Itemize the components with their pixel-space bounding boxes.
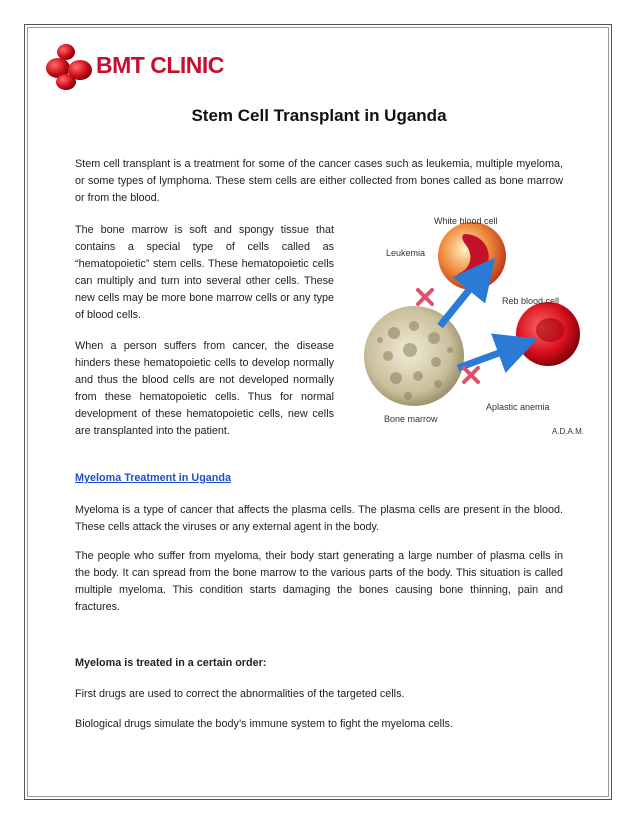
intro-paragraph: Stem cell transplant is a treatment for some of the cancer cases such as leukemia, multiple myeloma, or some types of lymphoma. These stem cells are either collected from bones called as bone marrow or from the blood. bbox=[75, 158, 563, 204]
logo-text: BMT CLINIC bbox=[96, 52, 224, 78]
red-cell-label: Reb blood cell bbox=[502, 296, 560, 306]
arrow-to-red-cell-icon bbox=[458, 346, 518, 368]
people-paragraph: The people who suffer from myeloma, their body start generating a large number of plasma cells in the body. It can spread from the bone marrow to the various parts of the body. This situation is called multiple myeloma. This condition starts damaging the bones causing bone thinning, pain and fractures. bbox=[75, 550, 563, 613]
white-cell-label: White blood cell bbox=[434, 216, 498, 226]
myeloma-paragraph: Myeloma is a type of cancer that affects the plasma cells. The plasma cells are present in the blood. These cells attack the viruses or any external agent in the body. bbox=[75, 504, 563, 533]
adam-brand: A.D.A.M. bbox=[552, 427, 585, 436]
cancer-paragraph: When a person suffers from cancer, the disease hinders these hematopoietic cells to develop normally and thus the blood cells are not developed normally from these hematopoietic cells. Thus for normal development of these hematopoietic cells, new cells are transplanted into the patient. bbox=[75, 340, 334, 437]
cross-aplastic-icon bbox=[464, 368, 478, 382]
aplastic-label: Aplastic anemia bbox=[486, 402, 550, 412]
stem-cell-diagram bbox=[352, 208, 602, 448]
leukemia-label: Leukemia bbox=[386, 248, 426, 258]
myeloma-treatment-link[interactable]: Myeloma Treatment in Uganda bbox=[75, 472, 231, 484]
cross-leukemia-icon bbox=[418, 290, 432, 304]
page-title: Stem Cell Transplant in Uganda bbox=[191, 106, 447, 125]
marrow-paragraph: The bone marrow is soft and spongy tissue that contains a special type of cells called as “hematopoietic” stem cells. These hematopoietic cells can multiply and turn into several other cells. These new cells may be more bone marrow cells or any type of blood cells. bbox=[75, 224, 334, 321]
order-heading: Myeloma is treated in a certain order: bbox=[75, 657, 267, 669]
biological-paragraph: Biological drugs simulate the body’s immune system to fight the myeloma cells. bbox=[75, 718, 453, 730]
marrow-label: Bone marrow bbox=[384, 414, 438, 424]
first-drugs-paragraph: First drugs are used to correct the abnormalities of the targeted cells. bbox=[75, 688, 405, 700]
